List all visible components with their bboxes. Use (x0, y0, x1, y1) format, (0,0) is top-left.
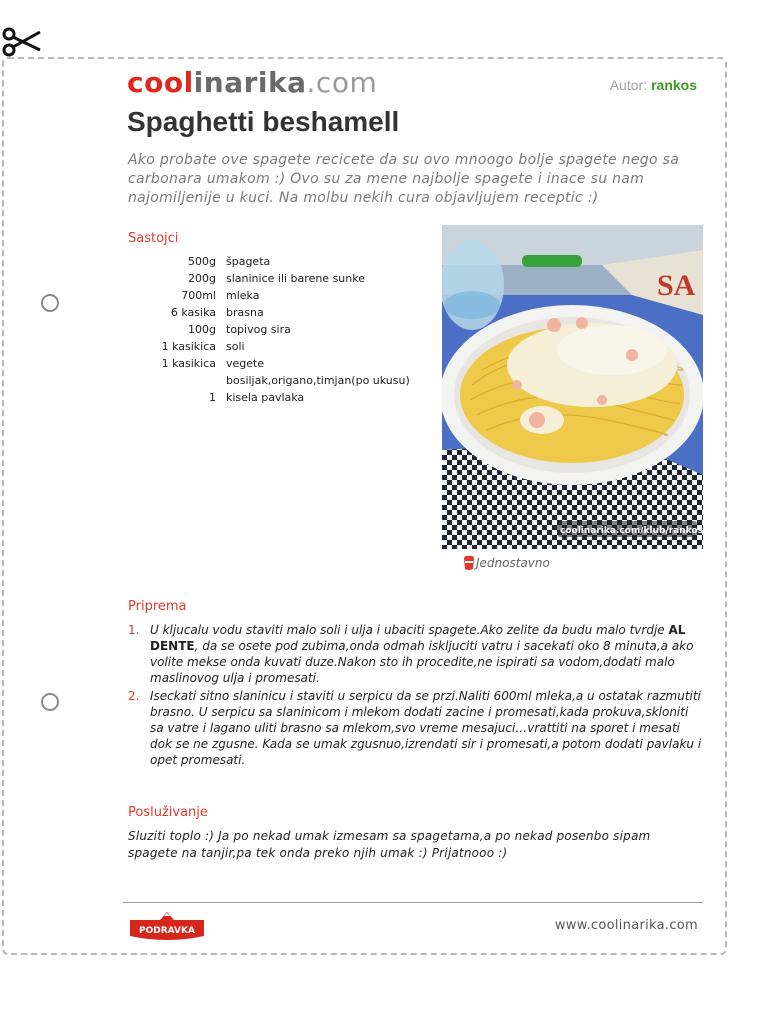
logo-part-cool: cool (127, 66, 194, 99)
step-text-part: , da se osete pod zubima,onda odmah iskljuciti vatru i sacekati oko 8 minuta,a ako volite mekse onda kuvati duze.Nakon sto ih procedite,ne ispirati sa vodom,dodati malo maslinovog ulja i promesati. (150, 639, 694, 685)
preparation-heading: Priprema (128, 599, 187, 614)
ingredient-qty: 6 kasika (170, 306, 216, 319)
photo-watermark: coolinarika.com/klub/rankos (560, 526, 703, 536)
ingredient-qty: 1 kasikica (161, 357, 216, 370)
footer-divider (123, 902, 703, 903)
recipe-title: Spaghetti beshamell (127, 106, 400, 137)
ingredient-row (128, 338, 428, 355)
ingredient-name: bosiljak,origano,timjan(po ukusu) (226, 374, 410, 387)
author-label: Autor: (609, 77, 648, 93)
ingredient-qty (128, 372, 226, 389)
serving-heading: Posluživanje (128, 805, 208, 820)
ingredient-name: slaninice ili barene sunke (226, 272, 365, 285)
ingredient-row (128, 270, 428, 287)
ingredient-row (128, 321, 428, 338)
ingredient-row (128, 389, 428, 406)
ingredient-qty: 200g (188, 272, 216, 285)
step-text-part: U kljucalu vodu staviti malo soli i ulja i ubaciti spagete.Ako zelite da budu malo tvrdje (150, 623, 669, 637)
ingredient-row (128, 253, 428, 270)
serving-text: Sluziti toplo :) Ja po nekad umak izmesam sa spagetama,a po nekad posenbo sipam spagete na tanjir,pa tek onda preko njih umak :) Prijatnooo :) (128, 829, 651, 860)
ingredient-row (128, 355, 428, 372)
ingredient-qty: 700ml (181, 289, 216, 302)
ingredient-name: topivog sira (226, 323, 291, 336)
ingredient-qty: 1 (209, 391, 216, 404)
ingredient-qty: 500g (188, 255, 216, 268)
step-text (150, 622, 703, 686)
ingredient-name: brasna (226, 306, 264, 319)
site-url[interactable]: www.coolinarika.com (554, 918, 698, 933)
author-name[interactable]: rankos (651, 77, 697, 93)
binder-hole-bottom (41, 693, 59, 711)
podravka-logo[interactable] (126, 910, 208, 942)
step-number: 2. (128, 689, 140, 703)
ingredient-name: soli (226, 340, 245, 353)
ingredients-list (128, 253, 428, 406)
ingredient-name: kisela pavlaka (226, 391, 305, 404)
ingredient-qty: 100g (188, 323, 216, 336)
preparation-step (128, 622, 703, 686)
ingredient-name: mleka (226, 289, 260, 302)
preparation-step (128, 688, 703, 768)
ingredient-name: špageta (226, 255, 271, 268)
step-text-bold: AL DENTE (150, 623, 686, 653)
ingredient-name: vegete (226, 357, 265, 370)
logo-part-inarika: inarika (193, 66, 307, 99)
chef-hat-icon (462, 555, 476, 571)
ingredient-row (128, 304, 428, 321)
binder-hole-top (41, 294, 59, 312)
step-number: 1. (128, 623, 140, 637)
preparation-steps (128, 622, 703, 770)
recipe-photo (442, 225, 703, 549)
ingredient-qty: 1 kasikica (161, 340, 216, 353)
podravka-text: PODRAVKA (139, 926, 195, 936)
ingredient-row (128, 287, 428, 304)
ingredients-heading: Sastojci (128, 231, 179, 246)
difficulty-label: Jednostavno (476, 556, 550, 570)
recipe-intro: Ako probate ove spagete recicete da su ovo mnoogo bolje spagete nego sa carbonara umakom :) Ovo su za mene najbolje spagete i inace su nam najomiljenije u kuci. Na molbu nekih cura objavljujem receptic :) (128, 152, 680, 206)
coolinarika-logo[interactable] (127, 66, 377, 99)
difficulty (462, 555, 550, 571)
ingredient-row (128, 372, 428, 389)
author (610, 77, 697, 93)
svg-text:SA: SA (657, 269, 696, 302)
logo-part-com: .com (306, 66, 378, 99)
step-text: Iseckati sitno slaninicu i staviti u serpicu da se przi.Naliti 600ml mleka,a u ostatak razmutiti brasno. U serpicu sa slaninicom i mlekom dodati zacine i promesati,kada prokuva,skloniti sa vatre i lagano uliti brasno sa mlekom,svo vreme mesajuci…vrattiti na sporet i mesati dok se ne zgusne. Kada se umak zgusnuo,izrendati sir i promesati,a potom dodati pavlaku i opet promesati. (150, 689, 702, 767)
